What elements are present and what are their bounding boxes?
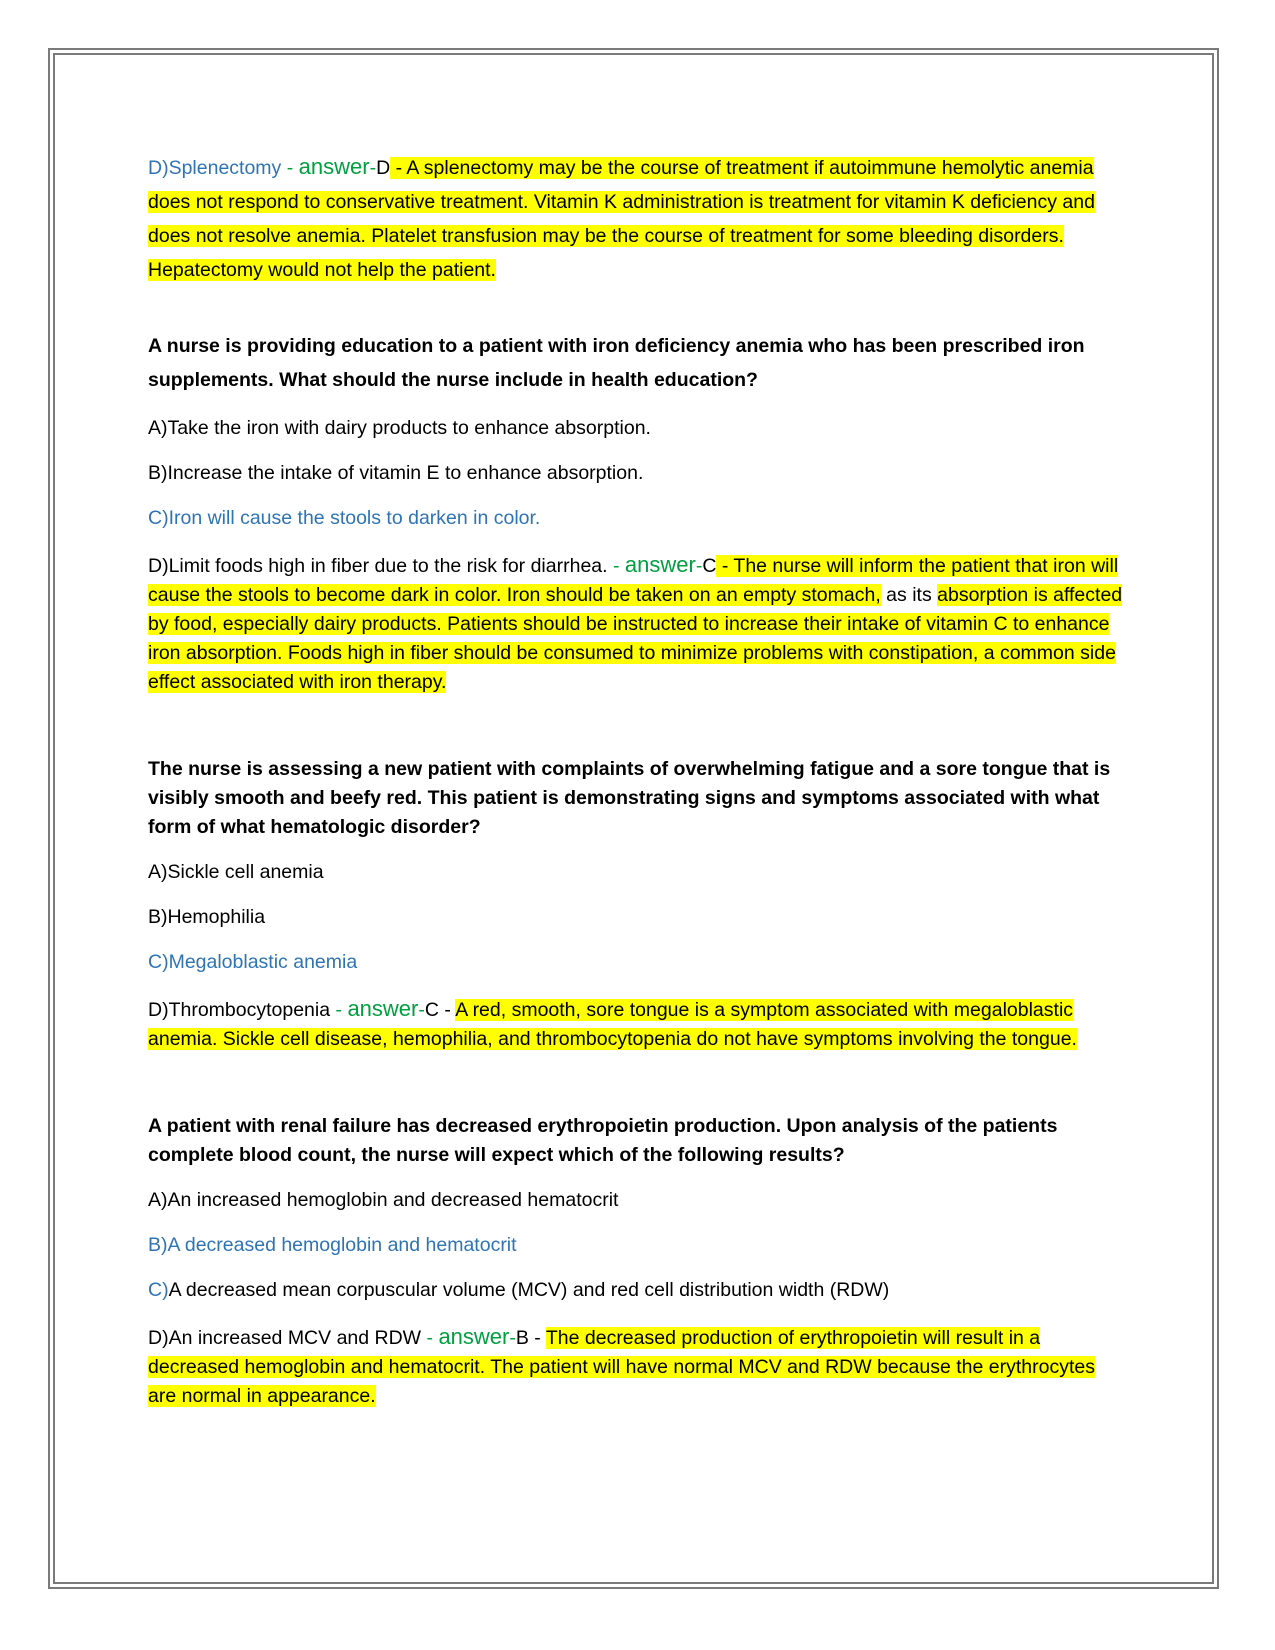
q1-option-a: A)Take the iron with dairy products to enhance absorption. <box>148 417 651 439</box>
q3-option-b: B)A decreased hemoglobin and hematocrit <box>148 1234 517 1256</box>
q2-option-d: D)Thrombocytopenia <box>148 999 331 1021</box>
q1-answer-paragraph <box>148 550 1128 697</box>
q3-option-d: D)An increased MCV and RDW <box>148 1327 422 1349</box>
q0-answer-label: answer <box>298 154 370 179</box>
q2-answer-letter: C <box>424 999 439 1021</box>
q1-answer-dash: - <box>695 555 703 577</box>
q0-answer-letter: D <box>376 157 391 179</box>
q1-question: A nurse is providing education to a patient with iron deficiency anemia who has been prescribed iron supplements. What should the nurse include in health education? <box>148 335 1085 391</box>
q3-explanation: The decreased production of erythropoietin will result in a decreased hemoglobin and hematocrit. The patient will have normal MCV and RDW because the erythrocytes are normal in appearance. <box>148 1327 1095 1407</box>
q2-option-c: C)Megaloblastic anemia <box>148 951 358 973</box>
q0-answer-dash: - <box>369 157 377 179</box>
q1-option-b: B)Increase the intake of vitamin E to enhance absorption. <box>148 462 644 484</box>
q2-option-a: A)Sickle cell anemia <box>148 861 324 883</box>
q2-answer-paragraph <box>148 994 1128 1054</box>
q1-explanation-sep: - <box>716 555 734 577</box>
q1-explanation-plain: as its <box>880 584 938 606</box>
q3-answer-label: answer <box>438 1324 510 1349</box>
q0-answer-sep: - <box>281 157 299 179</box>
q2-explanation: A red, smooth, sore tongue is a symptom associated with megaloblastic anemia. Sickle cell disease, hemophilia, and thrombocytopenia do not have symptoms involving the tongue. <box>148 999 1077 1050</box>
q0-explanation: - A splenectomy may be the course of treatment if autoimmune hemolytic anemia does not respond to conservative treatment. Vitamin K administration is treatment for vitamin K deficiency and does not resolve anemia. Platelet transfusion may be the course of treatment for some bleeding disorders. Hepatectomy would not help the patient. <box>148 157 1095 281</box>
q1-explanation-part2: absorption is affected by food, especially dairy products. Patients should be instructed to increase their intake of vitamin C to enhance iron absorption. Foods high in fiber should be consumed to minimize problems with constipation, a common side effect associated with iron therapy. <box>148 584 1123 693</box>
q3-option-c <box>148 1275 1128 1305</box>
q0-option-d: D)Splenectomy <box>148 157 282 179</box>
q2-option-b: B)Hemophilia <box>148 906 266 928</box>
q1-option-d: D)Limit foods high in fiber due to the risk for diarrhea. <box>148 555 608 577</box>
q3-answer-paragraph <box>148 1322 1128 1411</box>
q1-option-c: C)Iron will cause the stools to darken in color. <box>148 507 541 529</box>
q0-answer-paragraph <box>148 150 1128 287</box>
q2-answer-sep: - <box>330 999 348 1021</box>
q3-option-c-text: A decreased mean corpuscular volume (MCV) and red cell distribution width (RDW) <box>168 1279 890 1301</box>
q3-question: A patient with renal failure has decreased erythropoietin production. Upon analysis of the patients complete blood count, the nurse will expect which of the following results? <box>148 1115 1058 1166</box>
q1-answer-sep: - <box>607 555 625 577</box>
q3-option-c-letter: C) <box>148 1279 169 1301</box>
q2-explanation-sep: - <box>438 999 456 1021</box>
q1-explanation-part1: The nurse will inform the patient that iron will cause the stools to become dark in color. Iron should be taken on an empty stomach, <box>148 555 1119 606</box>
q3-answer-sep: - <box>421 1327 439 1349</box>
document-content <box>148 150 1128 1411</box>
q3-answer-letter: B <box>515 1327 529 1349</box>
q3-answer-dash: - <box>509 1327 516 1349</box>
q3-explanation-sep: - <box>528 1327 546 1349</box>
q1-answer-label: answer <box>624 552 696 577</box>
q2-answer-label: answer <box>347 996 419 1021</box>
q1-answer-letter: C <box>702 555 717 577</box>
q2-question: The nurse is assessing a new patient with complaints of overwhelming fatigue and a sore tongue that is visibly smooth and beefy red. This patient is demonstrating signs and symptoms associated with what form of what hematologic disorder? <box>148 758 1111 838</box>
q2-answer-dash: - <box>418 999 425 1021</box>
q3-option-a: A)An increased hemoglobin and decreased hematocrit <box>148 1189 619 1211</box>
